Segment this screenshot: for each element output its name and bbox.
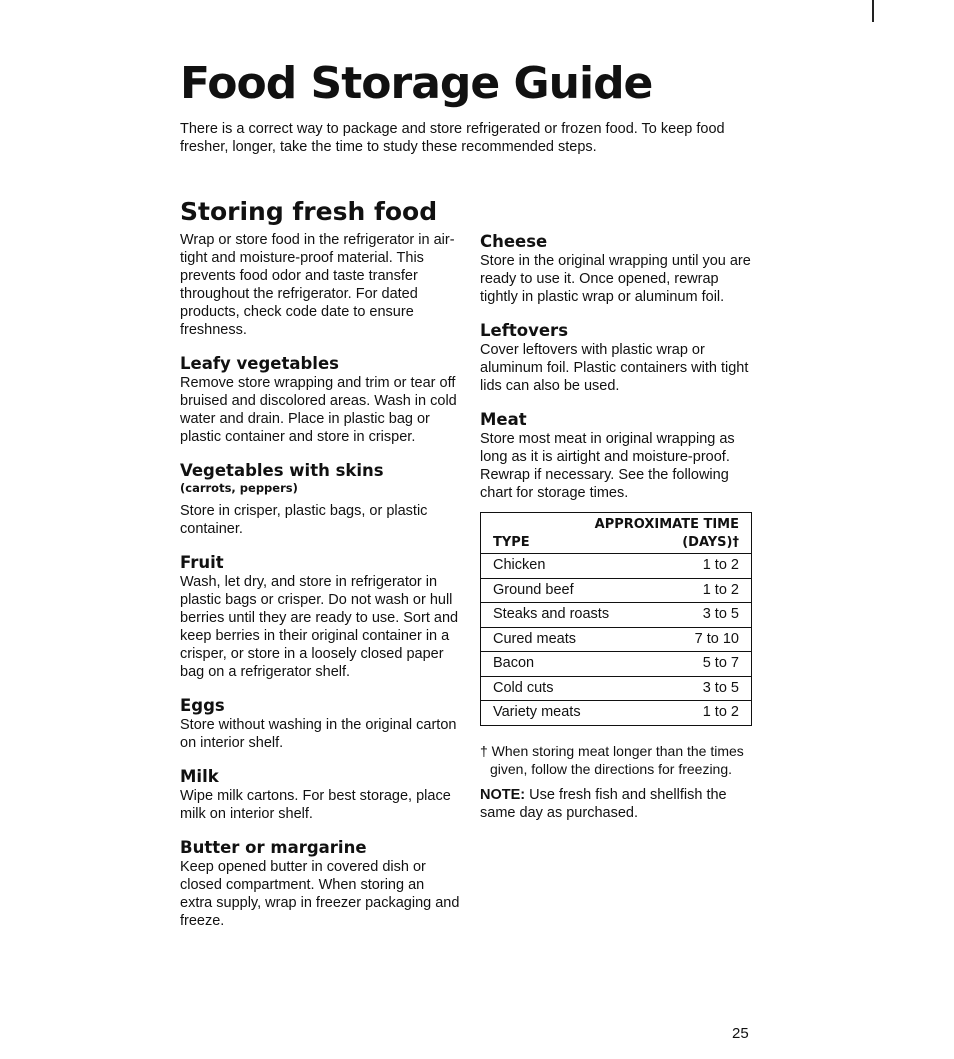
vegetables-with-skins-block [180,460,460,538]
row-days: 1 to 2 [702,581,739,598]
leftovers-text: Cover leftovers with plastic wrap or aluminum foil. Plastic containers with tight lids can also be used. [480,342,749,394]
cheese-heading: Cheese [480,232,548,251]
milk-block [180,766,460,823]
table-row [481,628,751,653]
row-type: Bacon [493,655,535,671]
cheese-block [480,231,755,306]
section-intro-block [180,231,460,339]
butter-block [180,837,460,930]
row-days: 1 to 2 [702,704,739,720]
meat-block [480,409,755,822]
row-days: 7 to 10 [694,630,739,647]
leafy-vegetables-heading: Leafy vegetables [180,354,339,373]
vegetables-with-skins-text: Store in crisper, plastic bags, or plastic container. [180,503,428,537]
eggs-text: Store without washing in the original carton on interior shelf. [180,717,457,751]
row-days: 1 to 2 [702,557,739,573]
leafy-vegetables-block [180,353,460,446]
butter-heading: Butter or margarine [180,838,367,857]
header-approximate-time: APPROXIMATE TIME [594,517,739,532]
butter-text: Keep opened butter in covered dish or closed compartment. When storing an extra supply, wrap in freezer packaging and freeze. [180,859,460,929]
row-type: Steaks and roasts [493,606,610,622]
section-title: Storing fresh food [180,197,438,226]
right-column [480,231,755,836]
page-number: 25 [732,1025,749,1042]
note-text: Use fresh fish and shellfish the same day as purchased. [480,786,727,821]
fruit-text: Wash, let dry, and store in refrigerator in plastic bags or crisper. Do not wash or hull berries until they are ready to use. Sort and keep berries in their original container in a crisper, or store in a loosely closed paper bag on a refrigerator shelf. [180,574,459,680]
leftovers-heading: Leftovers [480,321,569,340]
page-edge-mark [872,0,874,22]
leftovers-block [480,320,755,395]
row-type: Cured meats [493,630,577,647]
leafy-vegetables-text: Remove store wrapping and trim or tear off bruised and discolored areas. Wash in cold water and drain. Place in plastic bag or plastic container and store in crisper. [180,375,457,445]
fruit-block [180,552,460,681]
meat-footnote: † When storing meat longer than the times given, follow the directions for freezing. [480,742,744,777]
row-type: Ground beef [493,581,574,598]
eggs-block [180,695,460,752]
fruit-heading: Fruit [180,553,224,572]
milk-heading: Milk [180,767,219,786]
milk-text: Wipe milk cartons. For best storage, place milk on interior shelf. [180,788,451,822]
table-row [481,652,751,677]
meat-storage-table [480,512,752,726]
header-days: (DAYS)† [682,535,739,550]
header-type: TYPE [493,535,530,550]
table-row [481,554,751,579]
vegetables-with-skins-subtitle: (carrots, peppers) [180,481,298,495]
meat-note [480,786,755,822]
page-intro: There is a correct way to package and store refrigerated or frozen food. To keep food fresher, longer, take the time to study these recommended steps. [180,121,725,155]
table-row [481,701,751,725]
row-days: 5 to 7 [702,655,739,671]
table-row [481,677,751,702]
meat-text: Store most meat in original wrapping as long as it is airtight and moisture-proof. Rewrap if necessary. See the following chart for storage times. [480,431,735,501]
table-row [481,603,751,628]
cheese-text: Store in the original wrapping until you are ready to use it. Once opened, rewrap tightly in plastic wrap or aluminum foil. [480,253,751,305]
row-type: Cold cuts [493,679,554,696]
vegetables-with-skins-heading: Vegetables with skins [180,461,384,480]
row-days: 3 to 5 [702,606,739,622]
row-days: 3 to 5 [702,679,739,696]
row-type: Chicken [493,557,546,573]
row-type: Variety meats [493,704,581,720]
note-label: NOTE: [480,786,526,803]
meat-heading: Meat [480,410,527,429]
eggs-heading: Eggs [180,696,225,715]
page-title: Food Storage Guide [180,58,653,109]
table-row [481,579,751,604]
left-column [180,231,460,944]
section-intro: Wrap or store food in the refrigerator in air-tight and moisture-proof material. This prevents food odor and taste transfer throughout the refrigerator. For dated products, check code date to ensure freshness. [180,232,455,338]
table-header [481,513,751,554]
